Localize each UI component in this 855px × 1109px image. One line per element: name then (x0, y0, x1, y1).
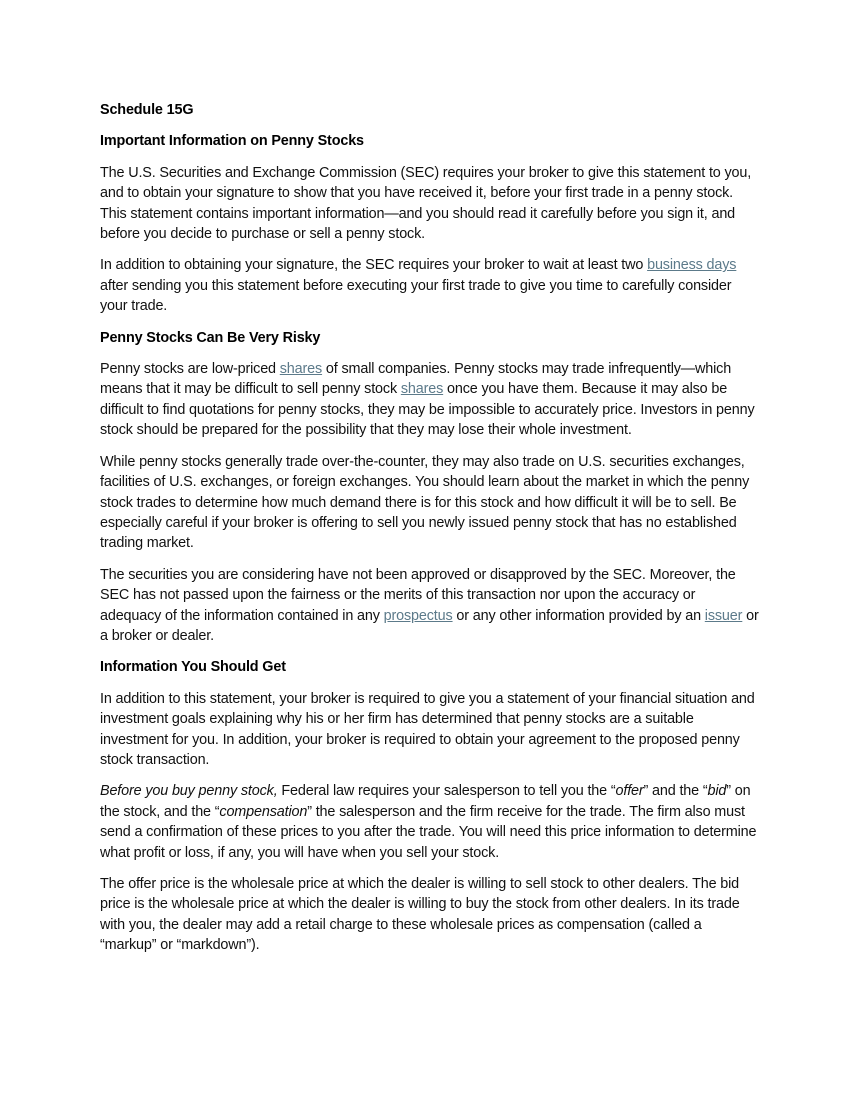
issuer-link[interactable]: issuer (704, 607, 743, 624)
info-heading: Information You Should Get (100, 659, 286, 676)
offer-bid-paragraph: The offer price is the wholesale price at which the dealer is willing to sell stock to other dealers. The bid price is the wholesale price at which the dealer is willing to buy the stock from other dealers. In its trade with you, the dealer may add a retail charge to these wholesale prices as compensation (called a “markup” or “markdown”). (100, 876, 740, 954)
text-segment: In addition to obtaining your signature, the SEC requires your broker to wait at least two (100, 257, 648, 274)
text-segment: Federal law requires your salesperson to tell you the “ (277, 783, 616, 800)
text-segment: Penny stocks are low-priced (100, 361, 280, 378)
bid-term: bid (707, 783, 727, 800)
compensation-term: compensation (219, 803, 308, 820)
otc-paragraph: While penny stocks generally trade over-the-counter, they may also trade on U.S. securities exchanges, facilities of U.S. exchanges, or foreign exchanges. You should learn about the market in which the penny stock trades to determine how much demand there is for this stock and how difficult it will be to sell. Be especially careful if your broker is offering to sell you newly issued penny stock that has no established trading market. (100, 453, 750, 552)
text-segment: ” on the stock, and the “ (100, 783, 751, 820)
risky-paragraph (100, 359, 760, 441)
info-paragraph: In addition to this statement, your broker is required to give you a statement of your financial situation and investment goals explaining why his or her firm has determined that penny stocks are a suitable investment for you. In addition, your broker is required to obtain your agreement to the proposed penny stock transaction. (100, 690, 755, 768)
document-page (100, 100, 760, 967)
text-segment: ” and the “ (643, 783, 708, 800)
approval-paragraph (100, 565, 760, 647)
italic-lead: Before you buy penny stock, (100, 783, 278, 800)
text-segment: or a broker or dealer. (100, 607, 759, 644)
text-segment: The securities you are considering have not been approved or disapproved by the SEC. Moreover, the SEC has not passed upon the fairness or the merits of this transaction nor upon the accuracy or adequacy of the information contained in any (100, 566, 736, 624)
text-segment: once you have them. Because it may also be difficult to find quotations for penny stocks, they may be impossible to accurately price. Investors in penny stock should be prepared for the possibility that they may lose their whole investment. (100, 381, 755, 439)
shares-link-2[interactable]: shares (400, 381, 444, 398)
offer-term: offer (615, 783, 644, 800)
waiting-period-paragraph (100, 255, 760, 316)
business-days-link[interactable]: business days (647, 257, 737, 274)
shares-link[interactable]: shares (279, 361, 323, 378)
intro-paragraph: The U.S. Securities and Exchange Commission (SEC) requires your broker to give this statement to you, and to obtain your signature to show that you have received it, before your first trade in a penny stock. This statement contains important information—and you should read it carefully before you sign it, and before you decide to purchase or sell a penny stock. (100, 164, 752, 243)
prospectus-link[interactable]: prospectus (383, 607, 453, 624)
text-segment: of small companies. Penny stocks may trade infrequently—which means that it may be difficult to sell penny stock (100, 361, 732, 398)
before-buy-paragraph (100, 781, 760, 863)
document-title: Important Information on Penny Stocks (100, 133, 364, 150)
text-segment: ” the salesperson and the firm receive for the trade. The firm also must send a confirmation of these prices to you after the trade. You will need this price information to determine what profit or loss, if any, you will have when you sell your stock. (100, 803, 757, 861)
risky-heading: Penny Stocks Can Be Very Risky (100, 329, 321, 346)
text-segment: after sending you this statement before executing your first trade to give you time to carefully consider your trade. (100, 277, 732, 315)
text-segment: or any other information provided by an (452, 607, 705, 624)
schedule-title: Schedule 15G (100, 102, 194, 118)
